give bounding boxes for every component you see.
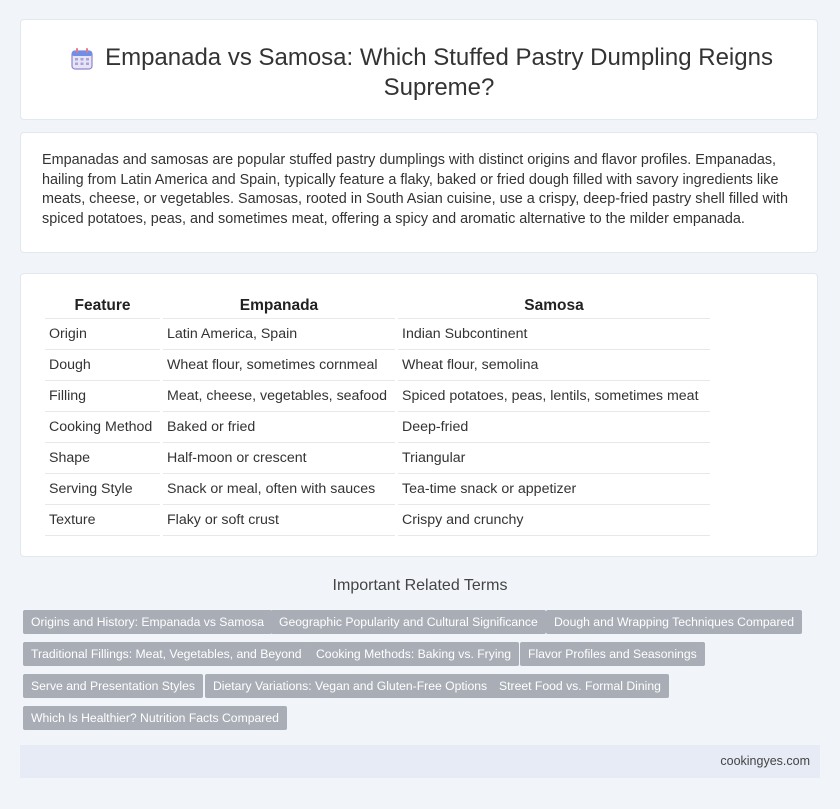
cell-feature: Dough xyxy=(45,350,160,381)
cell-samosa: Wheat flour, semolina xyxy=(398,350,710,381)
related-tag[interactable]: Dietary Variations: Vegan and Gluten-Free Options xyxy=(205,674,495,698)
cell-feature: Cooking Method xyxy=(45,412,160,443)
header-empanada: Empanada xyxy=(163,293,395,319)
cell-empanada: Half-moon or crescent xyxy=(163,443,395,474)
cell-empanada: Wheat flour, sometimes cornmeal xyxy=(163,350,395,381)
related-tag[interactable]: Street Food vs. Formal Dining xyxy=(491,674,669,698)
cell-feature: Texture xyxy=(45,505,160,536)
cell-samosa: Spiced potatoes, peas, lentils, sometimes meat xyxy=(398,381,710,412)
table-row xyxy=(45,443,710,474)
cell-samosa: Deep-fried xyxy=(398,412,710,443)
cell-feature: Filling xyxy=(45,381,160,412)
table-row xyxy=(45,381,710,412)
related-tag[interactable]: Cooking Methods: Baking vs. Frying xyxy=(308,642,519,666)
related-tag[interactable]: Which Is Healthier? Nutrition Facts Compared xyxy=(23,706,287,730)
intro-paragraph: Empanadas and samosas are popular stuffed pastry dumplings with distinct origins and flavor profiles. Empanadas, hailing from Latin America and Spain, typically feature a flaky, baked or fried dough filled with savory ingredients like meats, cheese, or vegetables. Samosas, rooted in South Asian cuisine, use a crispy, deep-fried pastry shell filled with spiced potatoes, peas, and sometimes meat, offering a spicy and aromatic alternative to the milder empanada. xyxy=(42,152,789,227)
related-tag[interactable]: Traditional Fillings: Meat, Vegetables, and Beyond xyxy=(23,642,310,666)
cell-samosa: Triangular xyxy=(398,443,710,474)
table-row xyxy=(45,505,710,536)
intro-card xyxy=(20,132,818,253)
related-terms-title: Important Related Terms xyxy=(332,577,508,594)
cell-feature: Serving Style xyxy=(45,474,160,505)
cell-empanada: Snack or meal, often with sauces xyxy=(163,474,395,505)
related-tag[interactable]: Serve and Presentation Styles xyxy=(23,674,203,698)
header-card xyxy=(20,19,818,120)
related-tag[interactable]: Origins and History: Empanada vs Samosa xyxy=(23,610,272,634)
cell-samosa: Crispy and crunchy xyxy=(398,505,710,536)
related-tag[interactable]: Flavor Profiles and Seasonings xyxy=(520,642,705,666)
page-title: Empanada vs Samosa: Which Stuffed Pastry Dumpling Reigns Supreme? xyxy=(105,44,773,101)
related-tag[interactable]: Geographic Popularity and Cultural Significance xyxy=(271,610,546,634)
related-tag[interactable]: Dough and Wrapping Techniques Compared xyxy=(546,610,802,634)
cell-feature: Shape xyxy=(45,443,160,474)
footer xyxy=(20,745,820,778)
table-row xyxy=(45,350,710,381)
table-row xyxy=(45,412,710,443)
cell-empanada: Meat, cheese, vegetables, seafood xyxy=(163,381,395,412)
cell-empanada: Flaky or soft crust xyxy=(163,505,395,536)
comparison-table xyxy=(42,293,713,536)
cell-samosa: Indian Subcontinent xyxy=(398,319,710,350)
table-row xyxy=(45,319,710,350)
footer-site-link[interactable]: cookingyes.com xyxy=(720,754,810,768)
table-row xyxy=(45,474,710,505)
cell-feature: Origin xyxy=(45,319,160,350)
header-samosa: Samosa xyxy=(398,293,710,319)
cell-empanada: Latin America, Spain xyxy=(163,319,395,350)
cell-samosa: Tea-time snack or appetizer xyxy=(398,474,710,505)
header-feature: Feature xyxy=(45,293,160,319)
table-header-row xyxy=(45,293,710,319)
comparison-card xyxy=(20,273,818,557)
cell-empanada: Baked or fried xyxy=(163,412,395,443)
